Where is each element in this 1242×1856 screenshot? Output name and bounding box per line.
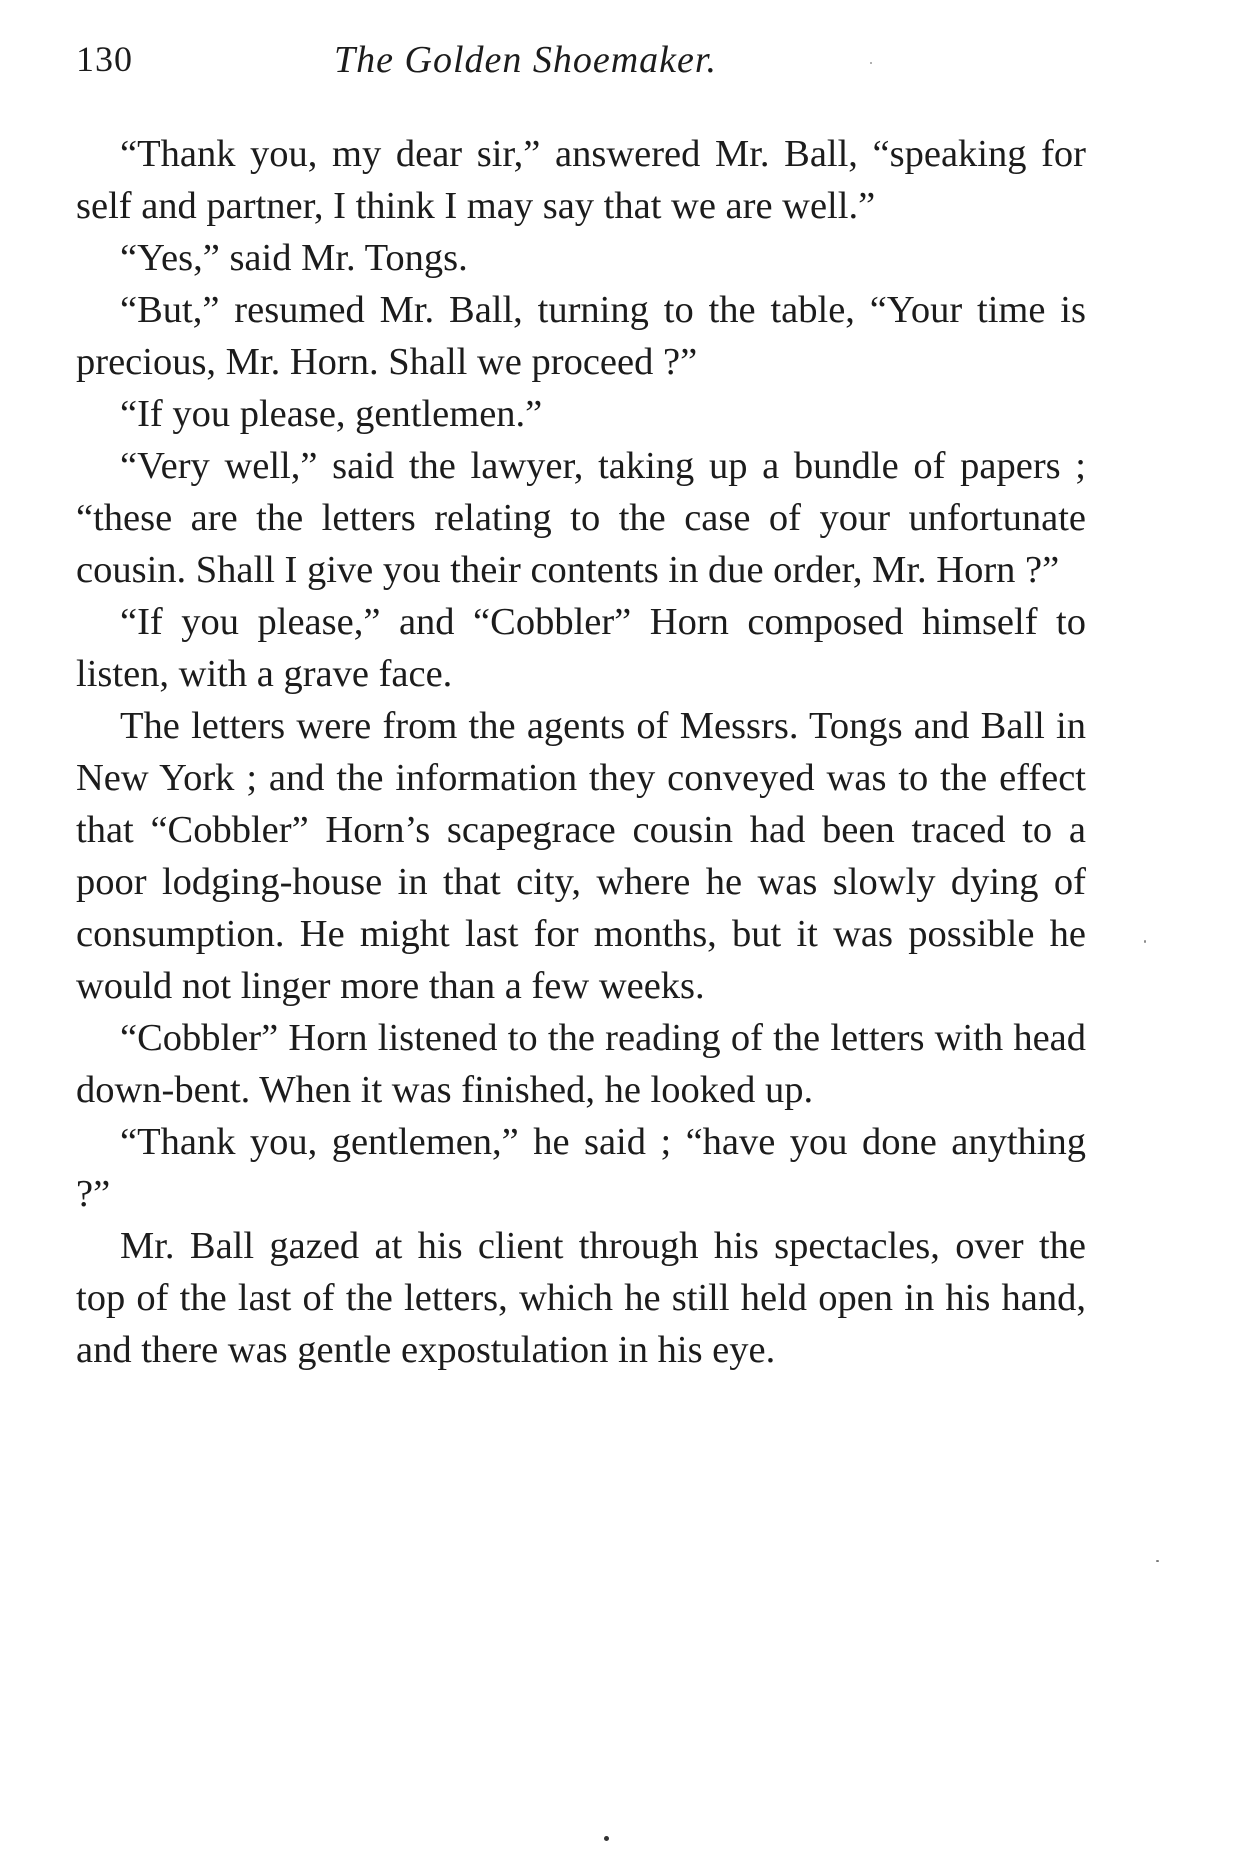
paragraph: The letters were from the agents of Messrs. Tongs and Ball in New York ; and the information they conveyed was to the effect that “Cobbler” Horn’s scapegrace cousin had been traced to a poor lodging-house in that city, where he was slowly dying of consumption. He might last for months, but it was possible he would not linger more than a few weeks. [76,705,1086,1007]
page-number: 130 [76,39,133,79]
paragraph: “Cobbler” Horn listened to the reading of the letters with head down-bent. When it was finished, he looked up. [76,1017,1086,1111]
ink-speck [1156,1560,1159,1562]
paragraph: “Thank you, gentlemen,” he said ; “have you done anything ?” [76,1121,1086,1215]
paragraph: “But,” resumed Mr. Ball, turning to the table, “Your time is precious, Mr. Horn. Shall we proceed ?” [76,289,1086,383]
ink-speck [1144,940,1146,943]
ink-speck [870,62,872,64]
paragraph: Mr. Ball gazed at his client through his spectacles, over the top of the last of the letters, which he still held open in his hand, and there was gentle expostulation in his eye. [76,1225,1086,1371]
paragraph: “If you please, gentlemen.” [120,393,543,435]
paragraph: “Thank you, my dear sir,” answered Mr. Ball, “speaking for self and partner, I think I may say that we are well.” [76,133,1086,227]
paragraph: “Yes,” said Mr. Tongs. [120,237,468,279]
ink-speck [604,1836,609,1841]
page-header [76,38,1086,98]
body-text [76,128,1086,1376]
paragraph: “Very well,” said the lawyer, taking up a bundle of papers ; “these are the letters relating to the case of your unfortunate cousin. Shall I give you their contents in due order, Mr. Horn ?” [76,445,1086,591]
running-title: The Golden Shoemaker. [334,39,717,81]
paragraph: “If you please,” and “Cobbler” Horn composed himself to listen, with a grave face. [76,601,1086,695]
